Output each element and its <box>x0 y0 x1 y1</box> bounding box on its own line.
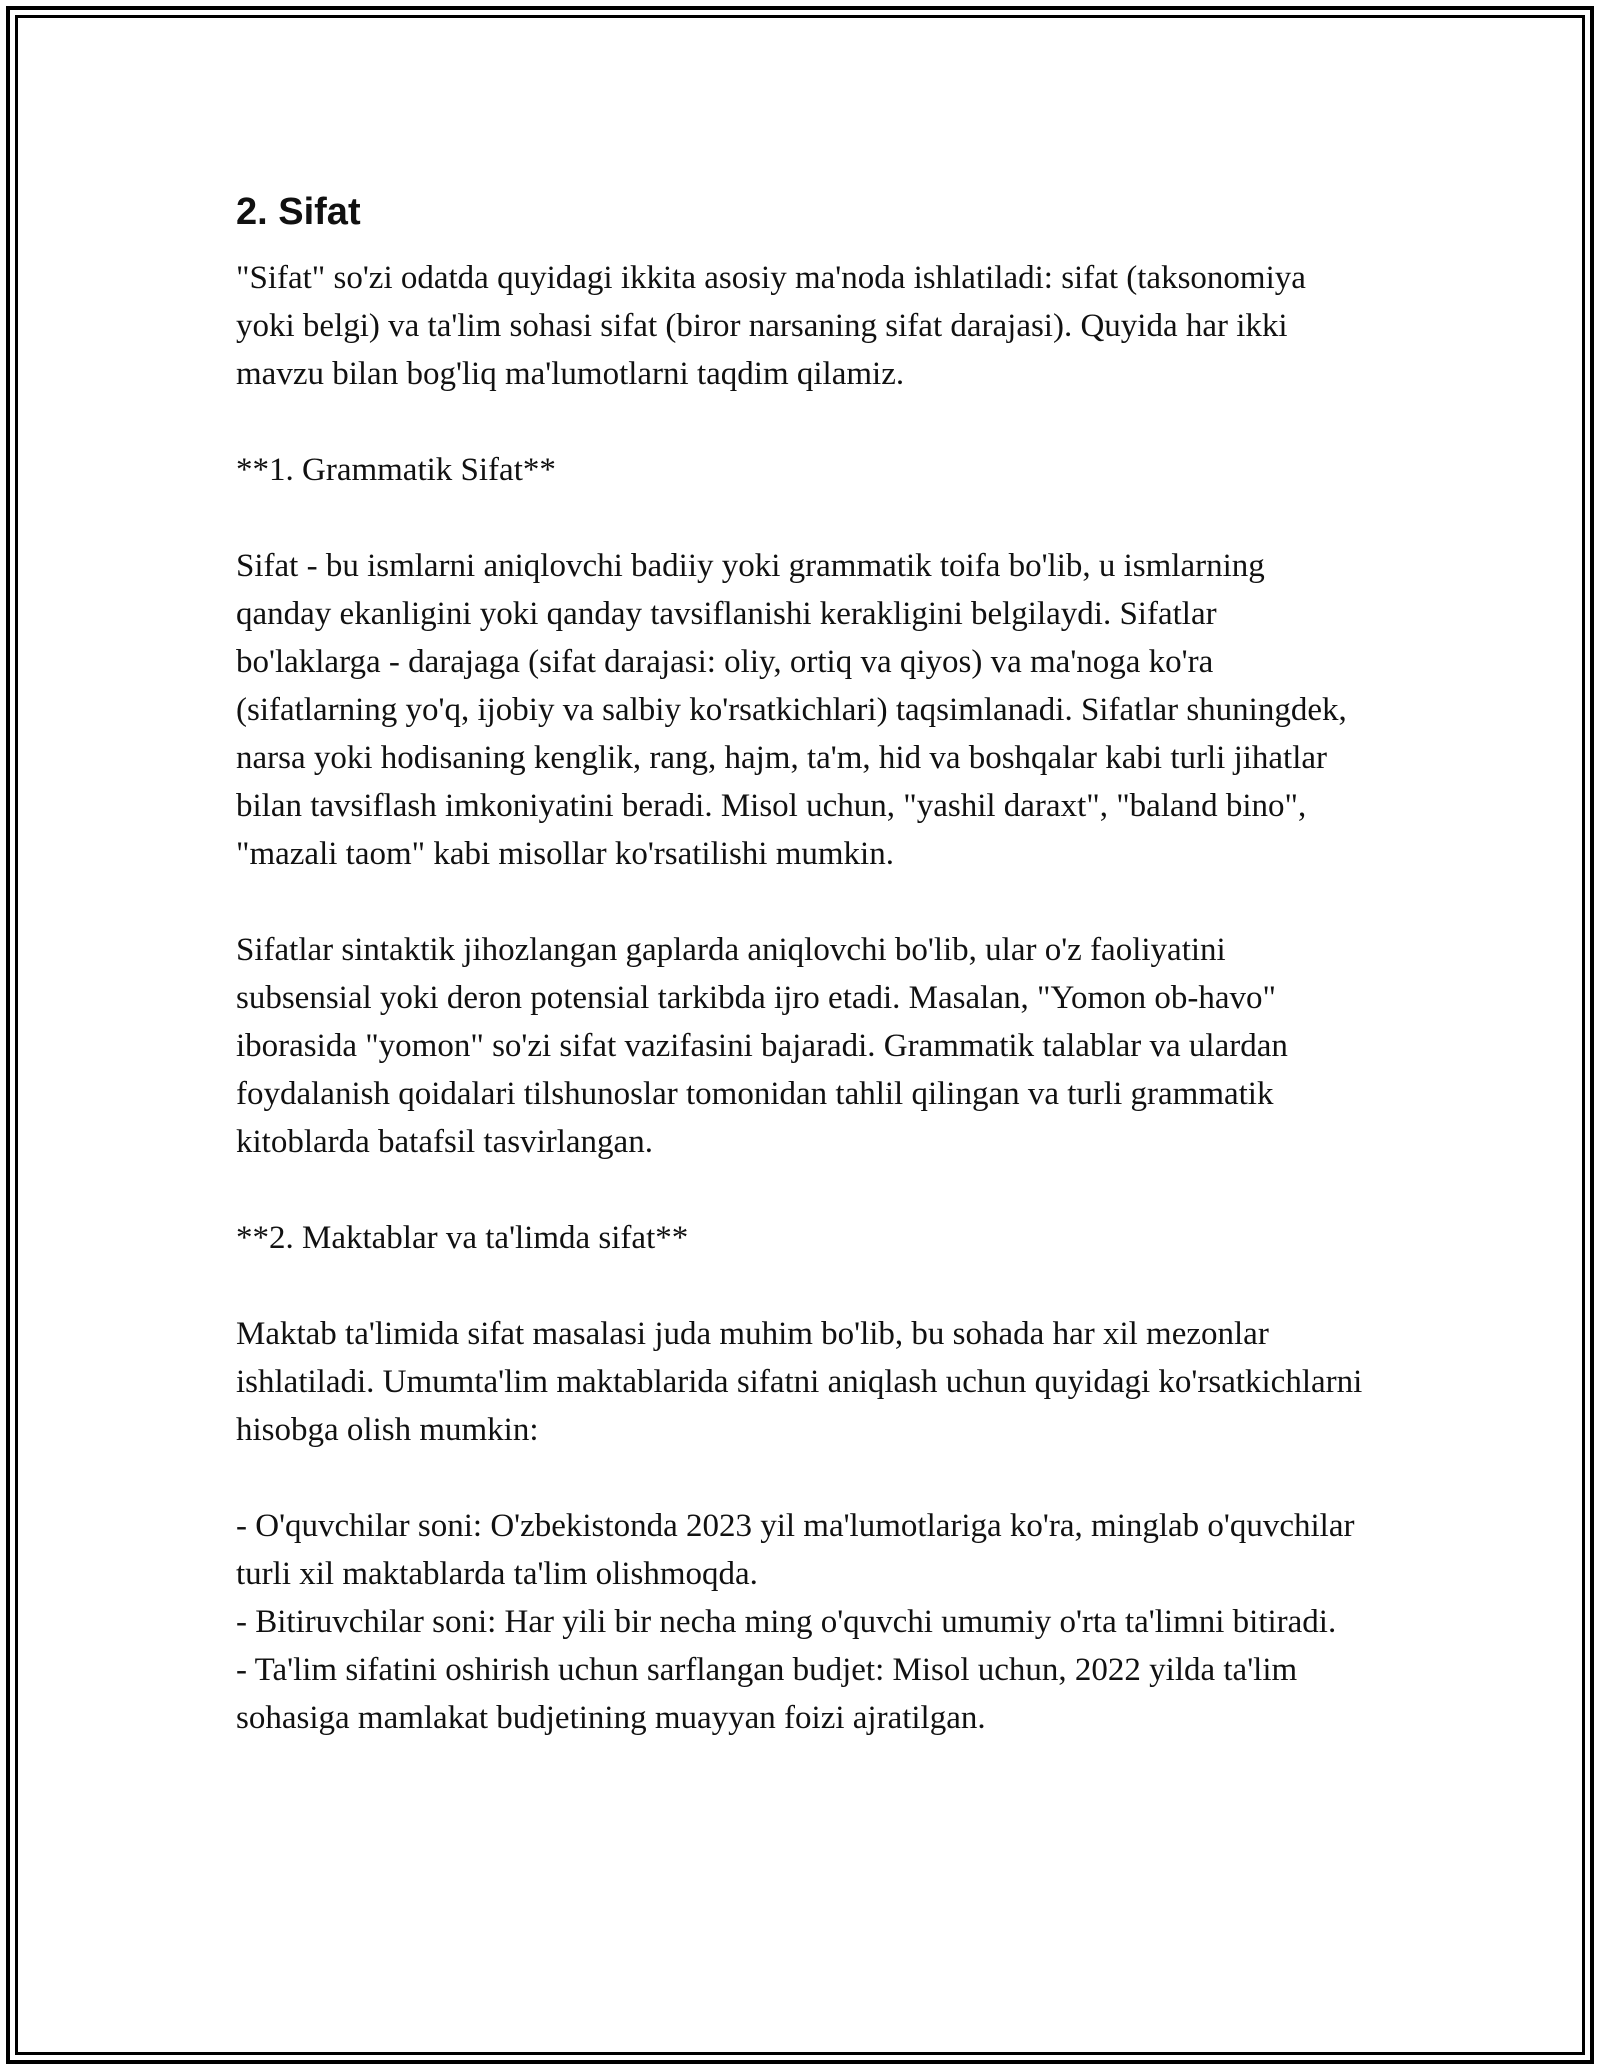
intro-paragraph: "Sifat" so'zi odatda quyidagi ikkita asosiy ma'noda ishlatiladi: sifat (taksonomiya yoki belgi) va ta'lim sohasi sifat (biror narsaning sifat darajasi). Quyida har ikki mavzu bilan bog'liq ma'lumotlarni taqdim qilamiz. <box>236 260 1306 392</box>
section1-paragraph2: Sifatlar sintaktik jihozlangan gaplarda aniqlovchi bo'lib, ular o'z faoliyatini subsensial yoki deron potensial tarkibda ijro etadi. Masalan, "Yomon ob-havo" iborasida "yomon" so'zi sifat vazifasini bajaradi. Grammatik talablar va ulardan foydalanish qoidalari tilshunoslar tomonidan tahlil qilingan va turli grammatik kitoblarda batafsil tasvirlangan. <box>236 932 1288 1160</box>
list-item: - Bitiruvchilar soni: Har yili bir necha ming o'quvchi umumiy o'rta ta'limni bitiradi. <box>236 1604 1337 1640</box>
indicator-list <box>236 1502 1366 1742</box>
section2-title: **2. Maktablar va ta'limda sifat** <box>236 1220 689 1256</box>
section1-paragraph1: Sifat - bu ismlarni aniqlovchi badiiy yoki grammatik toifa bo'lib, u ismlarning qanday ekanligini yoki qanday tavsiflanishi kerakligini belgilaydi. Sifatlar bo'laklarga - darajaga (sifat darajasi: oliy, ortiq va qiyos) va ma'noga ko'ra (sifatlarning yo'q, ijobiy va salbiy ko'rsatkichlari) taqsimlanadi. Sifatlar shuningdek, narsa yoki hodisaning kenglik, rang, hajm, ta'm, hid va boshqalar kabi turli jihatlar bilan tavsiflash imkoniyatini beradi. Misol uchun, "yashil daraxt", "baland bino", "mazali taom" kabi misollar ko'rsatilishi mumkin. <box>236 548 1347 872</box>
section1-title: **1. Grammatik Sifat** <box>236 452 556 488</box>
list-item: - Ta'lim sifatini oshirish uchun sarflangan budjet: Misol uchun, 2022 yilda ta'lim sohasiga mamlakat budjetining muayyan foizi ajratilgan. <box>236 1652 1298 1736</box>
list-item: - O'quvchilar soni: O'zbekistonda 2023 yil ma'lumotlariga ko'ra, minglab o'quvchilar turli xil maktablarda ta'lim olishmoqda. <box>236 1508 1355 1592</box>
section-heading: 2. Sifat <box>236 191 361 233</box>
section2-paragraph1: Maktab ta'limida sifat masalasi juda muhim bo'lib, bu sohada har xil mezonlar ishlatiladi. Umumta'lim maktablarida sifatni aniqlash uchun quyidagi ko'rsatkichlarni hisobga olish mumkin: <box>236 1316 1363 1448</box>
document-body <box>236 184 1366 1742</box>
